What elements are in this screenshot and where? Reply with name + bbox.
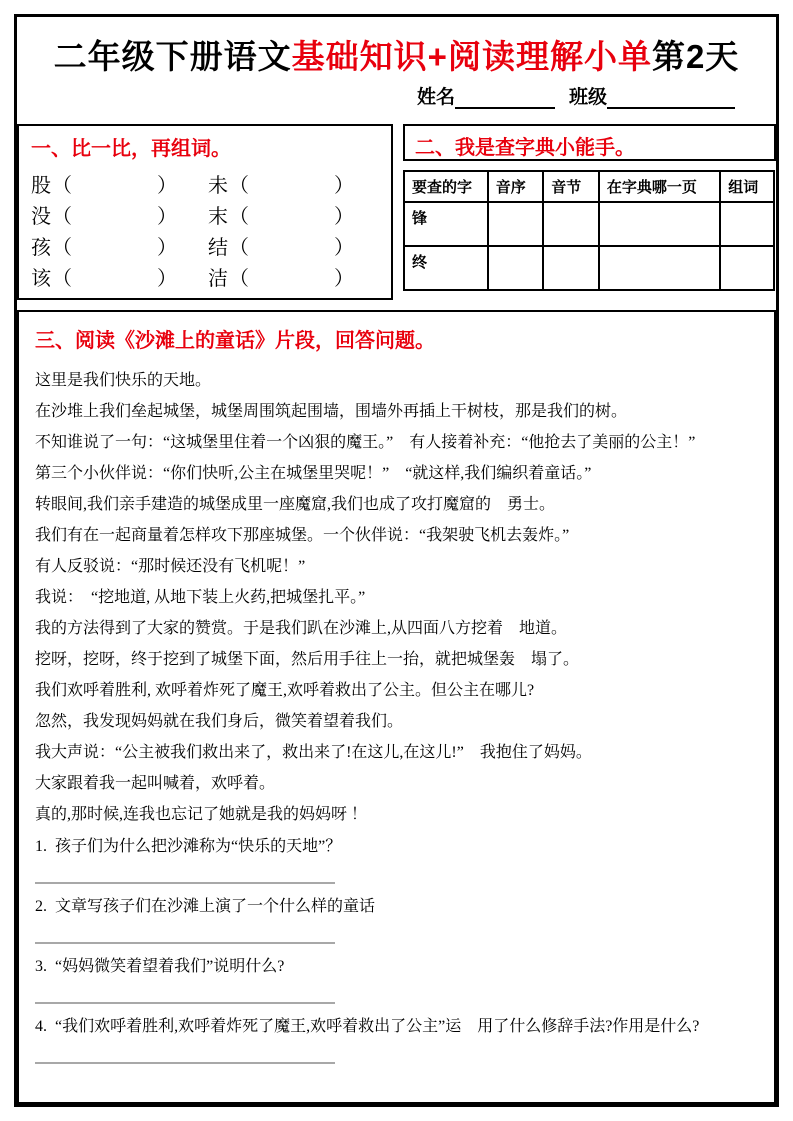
- page-title: [17, 31, 776, 78]
- passage-line: 我大声说：“公主被我们救出来了，救出来了!在这儿,在这儿!” 我抱住了妈妈。: [35, 744, 592, 761]
- passage-line: 忽然，我发现妈妈就在我们身后，微笑着望着我们。: [35, 713, 404, 730]
- pair-char: 没: [31, 206, 52, 228]
- passage-line: 这里是我们快乐的天地。: [35, 372, 212, 389]
- passage-line: 我的方法得到了大家的赞赏。于是我们趴在沙滩上,从四面八方挖着 地道。: [35, 620, 568, 637]
- pair-cell: [208, 202, 385, 233]
- section1-word-pairs-box: [17, 124, 393, 300]
- pair-cell: [208, 171, 385, 202]
- pair-bracket: （ ）: [52, 175, 178, 197]
- pair-bracket: （ ）: [229, 268, 355, 290]
- question-item: [35, 892, 758, 944]
- pair-row: [31, 264, 385, 295]
- passage-line: 有人反驳说：“那时候还没有飞机呢！”: [35, 558, 306, 575]
- empty-cell: [543, 202, 599, 246]
- section2-title-box: [403, 124, 776, 161]
- section1-title: 一、比一比，再组词。: [31, 138, 231, 160]
- pair-bracket: （ ）: [52, 206, 178, 228]
- passage-line: 在沙堆上我们垒起城堡，城堡周围筑起围墙，围墙外再插上干树枝，那是我们的树。: [35, 403, 628, 420]
- passage-line: 大家跟着我一起叫喊着，欢呼着。: [35, 775, 276, 792]
- worksheet-page: [14, 14, 779, 1107]
- section2-title: 二、我是查字典小能手。: [415, 137, 635, 159]
- passage-line: 转眼间,我们亲手建造的城堡成里一座魔窟,我们也成了攻打魔窟的 勇士。: [35, 496, 556, 513]
- pair-bracket: （ ）: [229, 206, 355, 228]
- pair-row: [31, 233, 385, 264]
- pair-char: 洁: [208, 268, 229, 290]
- question-number: 3.: [35, 958, 47, 975]
- section3-title: 三、阅读《沙滩上的童话》片段，回答问题。: [35, 330, 435, 352]
- reading-passage: [35, 365, 758, 830]
- pair-char: 未: [208, 175, 229, 197]
- class-blank: [607, 89, 735, 109]
- lookup-character: 锋: [404, 202, 488, 246]
- pair-row: [31, 202, 385, 233]
- table-row: [404, 202, 774, 246]
- dictionary-table: [403, 170, 775, 291]
- answer-blank: [35, 922, 335, 944]
- passage-line: 挖呀，挖呀，终于挖到了城堡下面，然后用手往上一抬，就把城堡轰 塌了。: [35, 651, 580, 668]
- table-header-row: [404, 171, 774, 202]
- title-part-black-2: 第2天: [651, 38, 740, 75]
- table-row: [404, 246, 774, 290]
- name-class-line: [17, 82, 776, 112]
- empty-cell: [488, 202, 544, 246]
- question-text: “我们欢呼着胜利,欢呼着炸死了魔王,欢呼着救出了公主”运 用了什么修辞手法?作用是什么?: [55, 1018, 700, 1035]
- empty-cell: [720, 202, 774, 246]
- word-pairs: [31, 171, 385, 295]
- pair-char: 末: [208, 206, 229, 228]
- title-part-black-1: 二年级下册语文: [53, 38, 292, 75]
- name-blank: [455, 89, 555, 109]
- question-text: “妈妈微笑着望着我们”说明什么?: [55, 958, 285, 975]
- question-number: 2.: [35, 898, 47, 915]
- answer-blank: [35, 862, 335, 884]
- question-text: 文章写孩子们在沙滩上演了一个什么样的童话: [55, 898, 376, 915]
- col-header-character: 要查的字: [404, 171, 488, 202]
- answer-blank: [35, 1042, 335, 1064]
- title-part-red: 基础知识+阅读理解小单: [291, 38, 652, 75]
- pair-char: 该: [31, 268, 52, 290]
- question-item: [35, 1012, 758, 1064]
- pair-char: 股: [31, 175, 52, 197]
- section2-dictionary-area: [403, 124, 776, 300]
- empty-cell: [543, 246, 599, 290]
- question-text: 孩子们为什么把沙滩称为“快乐的天地”？: [55, 838, 342, 855]
- passage-line: 我们欢呼着胜利, 欢呼着炸死了魔王,欢呼着救出了公主。但公主在哪儿?: [35, 682, 535, 699]
- question-item: [35, 832, 758, 884]
- top-row: [17, 124, 776, 300]
- pair-bracket: （ ）: [52, 237, 178, 259]
- pair-cell: [31, 171, 208, 202]
- pair-cell: [31, 233, 208, 264]
- empty-cell: [599, 202, 720, 246]
- pair-cell: [31, 264, 208, 295]
- pair-char: 结: [208, 237, 229, 259]
- passage-line: 我们有在一起商量着怎样攻下那座城堡。一个伙伴说：“我架驶飞机去轰炸。”: [35, 527, 570, 544]
- name-label: 姓名: [417, 87, 456, 108]
- col-header-initial: 音序: [488, 171, 544, 202]
- question-item: [35, 952, 758, 1004]
- section3-reading-box: [17, 310, 776, 1104]
- pair-bracket: （ ）: [52, 268, 178, 290]
- question-number: 1.: [35, 838, 47, 855]
- passage-line: 第三个小伙伴说：“你们快听,公主在城堡里哭呢！” “就这样,我们编织着童话。”: [35, 465, 592, 482]
- pair-cell: [208, 233, 385, 264]
- col-header-page: 在字典哪一页: [599, 171, 720, 202]
- questions-list: [35, 832, 758, 1064]
- empty-cell: [488, 246, 544, 290]
- empty-cell: [720, 246, 774, 290]
- col-header-syllable: 音节: [543, 171, 599, 202]
- lookup-character: 终: [404, 246, 488, 290]
- pair-cell: [31, 202, 208, 233]
- class-label: 班级: [569, 87, 608, 108]
- passage-line: 我说： “挖地道, 从地下装上火药,把城堡扎平。”: [35, 589, 366, 606]
- passage-line: 不知谁说了一句：“这城堡里住着一个凶狠的魔王。” 有人接着补充：“他抢去了美丽的公主！”: [35, 434, 696, 451]
- pair-bracket: （ ）: [229, 237, 355, 259]
- question-number: 4.: [35, 1018, 47, 1035]
- pair-cell: [208, 264, 385, 295]
- passage-line: 真的,那时候,连我也忘记了她就是我的妈妈呀 ！: [35, 806, 368, 823]
- empty-cell: [599, 246, 720, 290]
- answer-blank: [35, 982, 335, 1004]
- pair-char: 孩: [31, 237, 52, 259]
- col-header-word: 组词: [720, 171, 774, 202]
- pair-row: [31, 171, 385, 202]
- pair-bracket: （ ）: [229, 175, 355, 197]
